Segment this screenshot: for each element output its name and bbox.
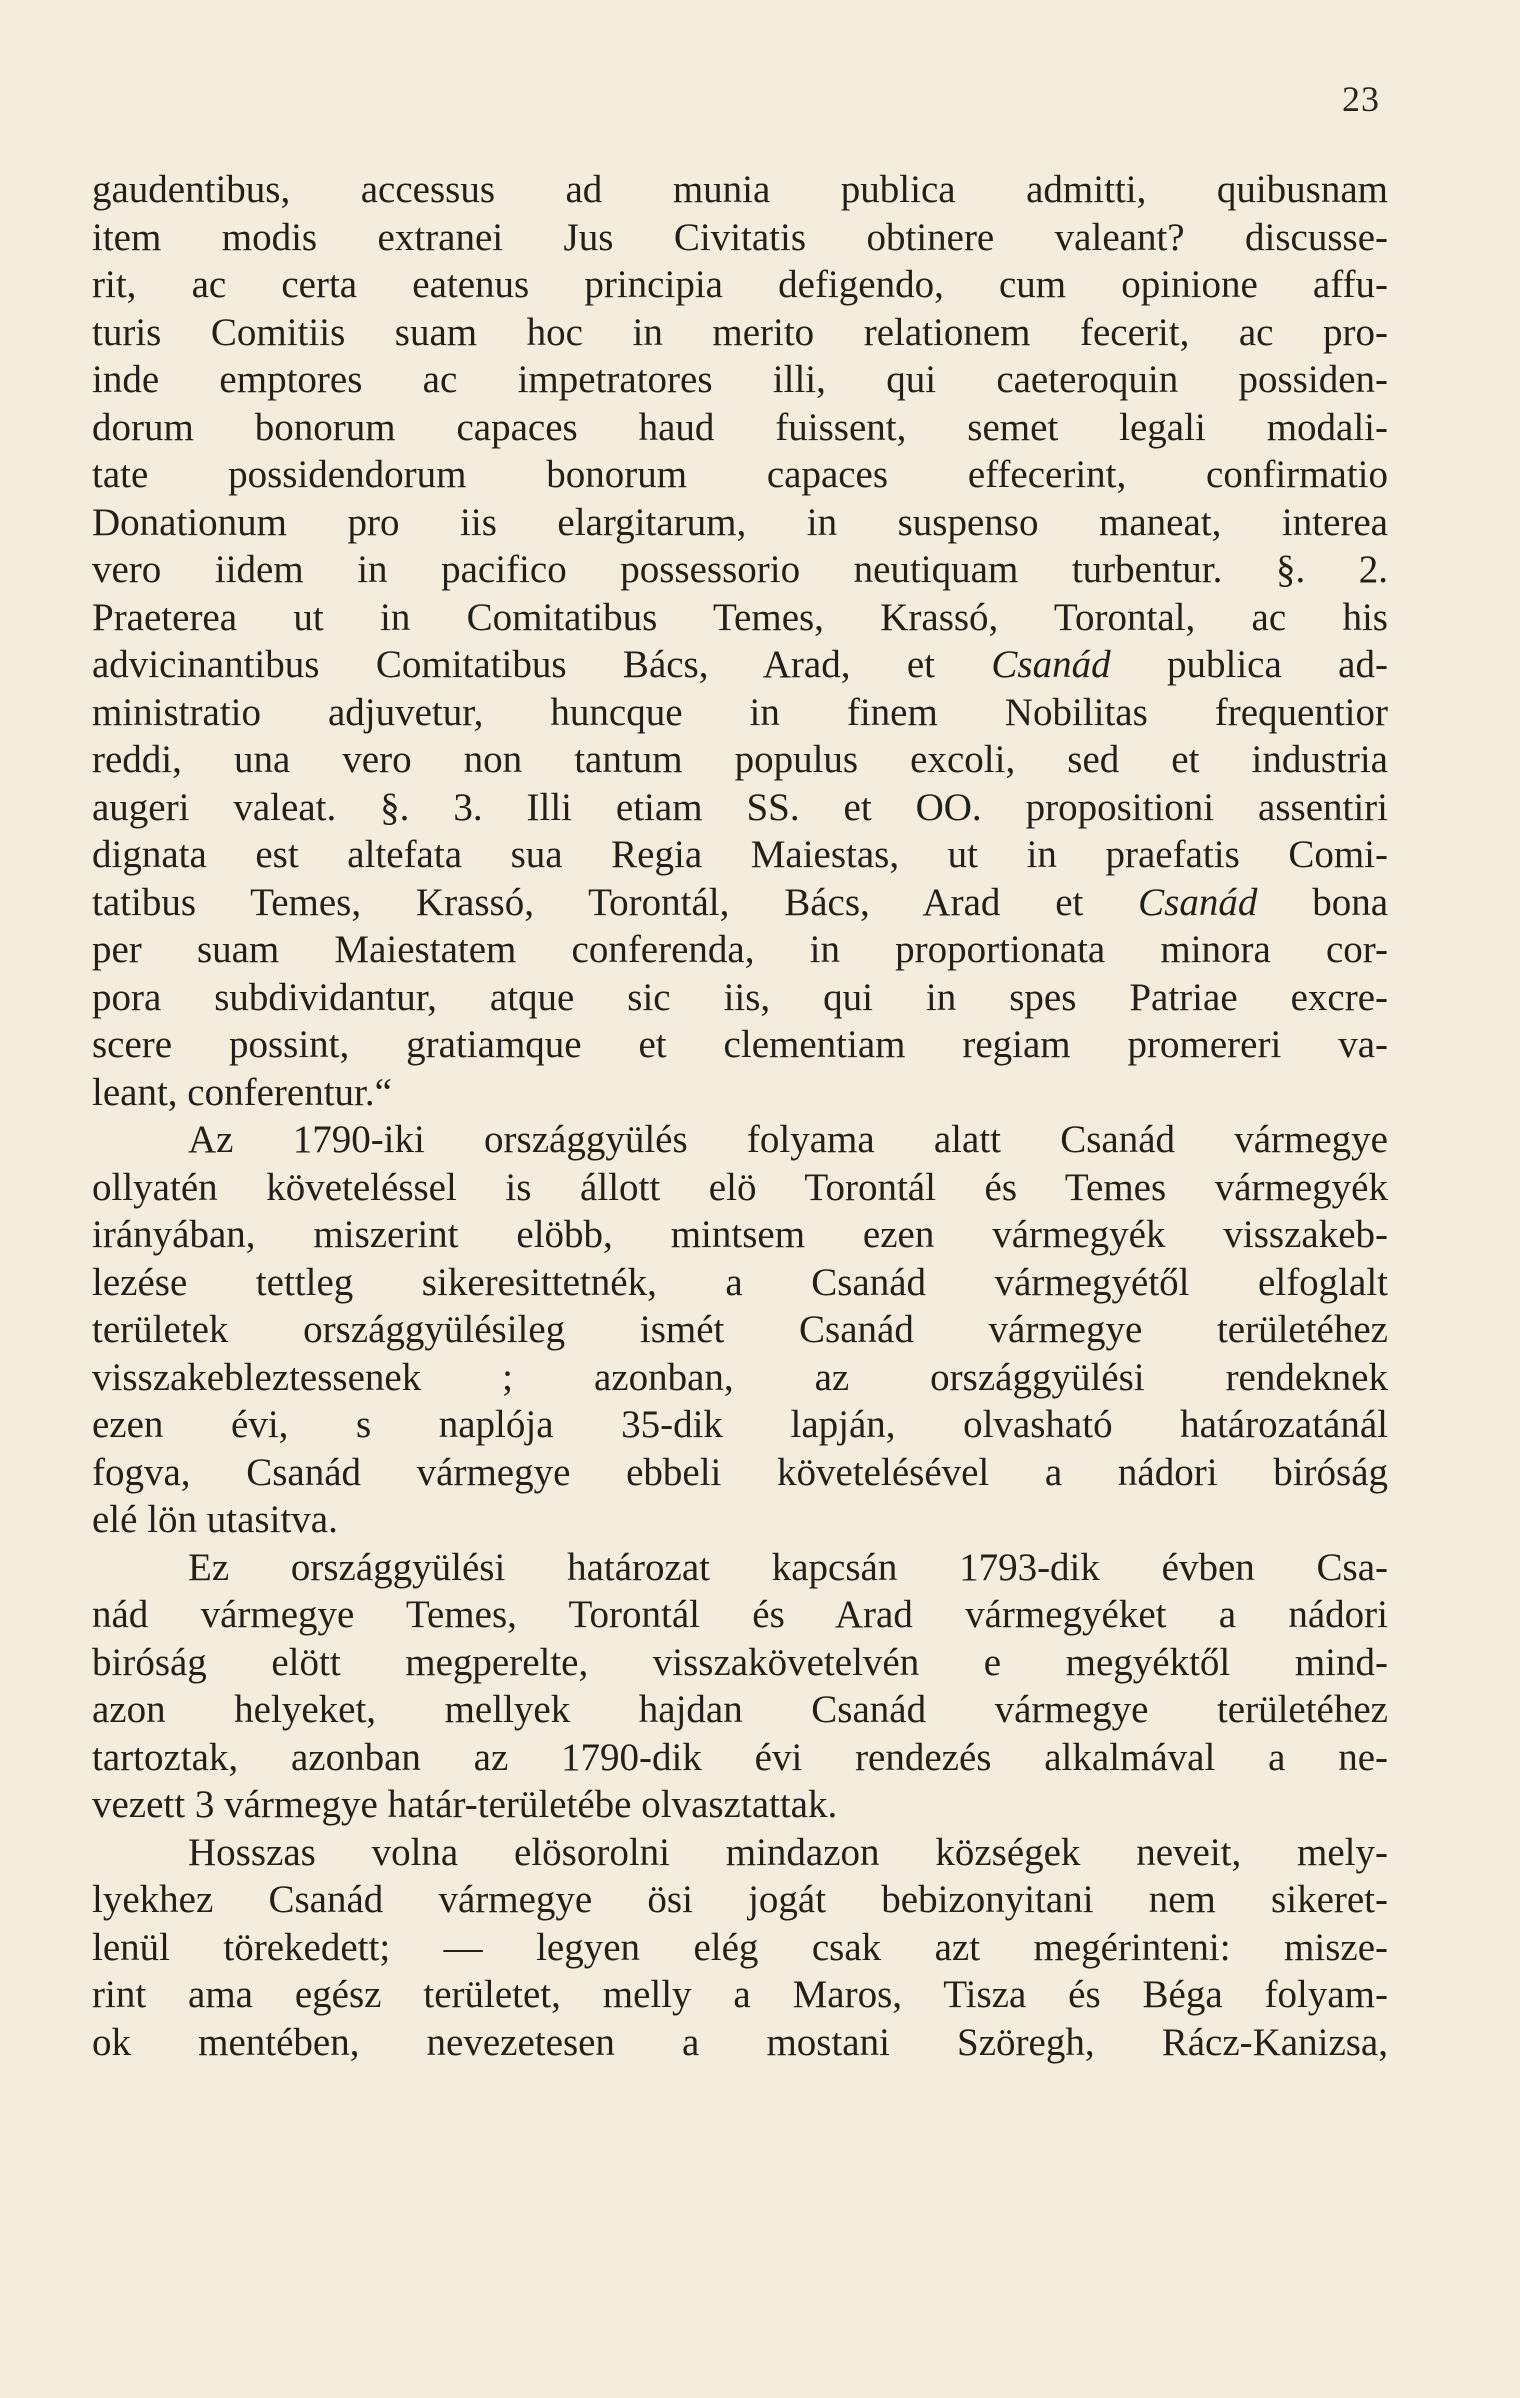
- italic-name: Csanád: [991, 643, 1111, 686]
- text-line: ministratio adjuvetur, huncque in finem Nobilitas frequentior: [92, 690, 1388, 734]
- text-segment: bona: [1257, 880, 1388, 924]
- text-line: inde emptores ac impetratores illi, qui caeteroquin possiden-: [92, 358, 1388, 401]
- text-line: dignata est altefata sua Regia Maiestas, ut in praefatis Comi-: [92, 833, 1388, 876]
- text-line: vezett 3 vármegye határ-területébe olvasztattak.: [92, 1783, 838, 1826]
- text-line: rit, ac certa eatenus principia defigendo, cum opinione affu-: [92, 263, 1388, 306]
- text-line: elé lön utasitva.: [92, 1498, 338, 1541]
- text-line: dorum bonorum capaces haud fuissent, semet legali modali-: [92, 405, 1388, 449]
- text-line: turis Comitiis suam hoc in merito relationem fecerit, ac pro-: [92, 310, 1388, 354]
- text-line: lyekhez Csanád vármegye ösi jogát bebizonyitani nem sikeret-: [92, 1878, 1388, 1921]
- italic-name: Csanád: [1138, 880, 1258, 924]
- text-line: augeri valeat. §. 3. Illi etiam SS. et OO. propositioni assentiri: [92, 785, 1388, 829]
- text-line: vero iidem in pacifico possessorio neutiquam turbentur. §. 2.: [92, 548, 1388, 591]
- text-line: azon helyeket, mellyek hajdan Csanád vármegye területéhez: [92, 1688, 1388, 1731]
- text-line: területek országgyülésileg ismét Csanád vármegye területéhez: [92, 1308, 1388, 1351]
- text-line: pora subdividantur, atque sic iis, qui in spes Patriae excre-: [92, 975, 1388, 1019]
- text-line: Donationum pro iis elargitarum, in suspenso maneat, interea: [92, 500, 1388, 544]
- text-line: gaudentibus, accessus ad munia publica admitti, quibusnam: [92, 168, 1388, 211]
- text-line: ezen évi, s naplója 35-dik lapján, olvasható határozatánál: [92, 1403, 1388, 1446]
- text-line: reddi, una vero non tantum populus excoli, sed et industria: [92, 738, 1388, 781]
- text-segment: publica ad-: [1110, 643, 1388, 686]
- text-line: ok mentében, nevezetesen a mostani Szöregh, Rácz-Kanizsa,: [92, 2020, 1388, 2064]
- text-line: Ez országgyülési határozat kapcsán 1793-dik évben Csa-: [188, 1545, 1388, 1589]
- text-line: lezése tettleg sikeresittetnék, a Csanád vármegyétől elfoglalt: [92, 1260, 1388, 1304]
- text-line: [92, 641, 1388, 689]
- text-line: Hosszas volna elösorolni mindazon községek neveit, mely-: [188, 1830, 1388, 1874]
- text-line: item modis extranei Jus Civitatis obtinere valeant? discusse-: [92, 215, 1388, 259]
- text-line: rint ama egész területet, melly a Maros, Tisza és Béga folyam-: [92, 1973, 1388, 2016]
- text-line: biróság elött megperelte, visszakövetelvén e megyéktől mind-: [92, 1640, 1388, 1684]
- text-line: Az 1790-iki országgyülés folyama alatt Csanád vármegye: [188, 1118, 1388, 1161]
- page-number: 23: [1342, 79, 1380, 119]
- text-line: per suam Maiestatem conferenda, in proportionata minora cor-: [92, 928, 1388, 971]
- text-segment: advicinantibus Comitatibus Bács, Arad, et: [92, 643, 992, 686]
- text-line: fogva, Csanád vármegye ebbeli követelésével a nádori biróság: [92, 1450, 1388, 1494]
- text-line: nád vármegye Temes, Torontál és Arad vármegyéket a nádori: [92, 1593, 1388, 1636]
- text-line: tartoztak, azonban az 1790-dik évi rendezés alkalmával a ne-: [92, 1735, 1388, 1779]
- text-line: tate possidendorum bonorum capaces effecerint, confirmatio: [92, 453, 1388, 496]
- text-line: visszakebleztessenek ; azonban, az országgyülési rendeknek: [92, 1355, 1388, 1399]
- body-text: [92, 166, 1388, 2066]
- text-line: irányában, miszerint elöbb, mintsem ezen vármegyék visszakeb-: [92, 1213, 1388, 1256]
- text-line: Praeterea ut in Comitatibus Temes, Krassó, Torontal, ac his: [92, 595, 1388, 639]
- text-line: ollyatén követeléssel is állott elö Torontál és Temes vármegyék: [92, 1165, 1388, 1209]
- text-line: leant, conferentur.“: [92, 1070, 392, 1114]
- text-line: lenül törekedett; — legyen elég csak azt megérinteni: misze-: [92, 1925, 1388, 1969]
- text-line: [92, 879, 1388, 927]
- text-segment: tatibus Temes, Krassó, Torontál, Bács, Arad et: [92, 880, 1139, 924]
- text-line: scere possint, gratiamque et clementiam regiam promereri va-: [92, 1023, 1388, 1066]
